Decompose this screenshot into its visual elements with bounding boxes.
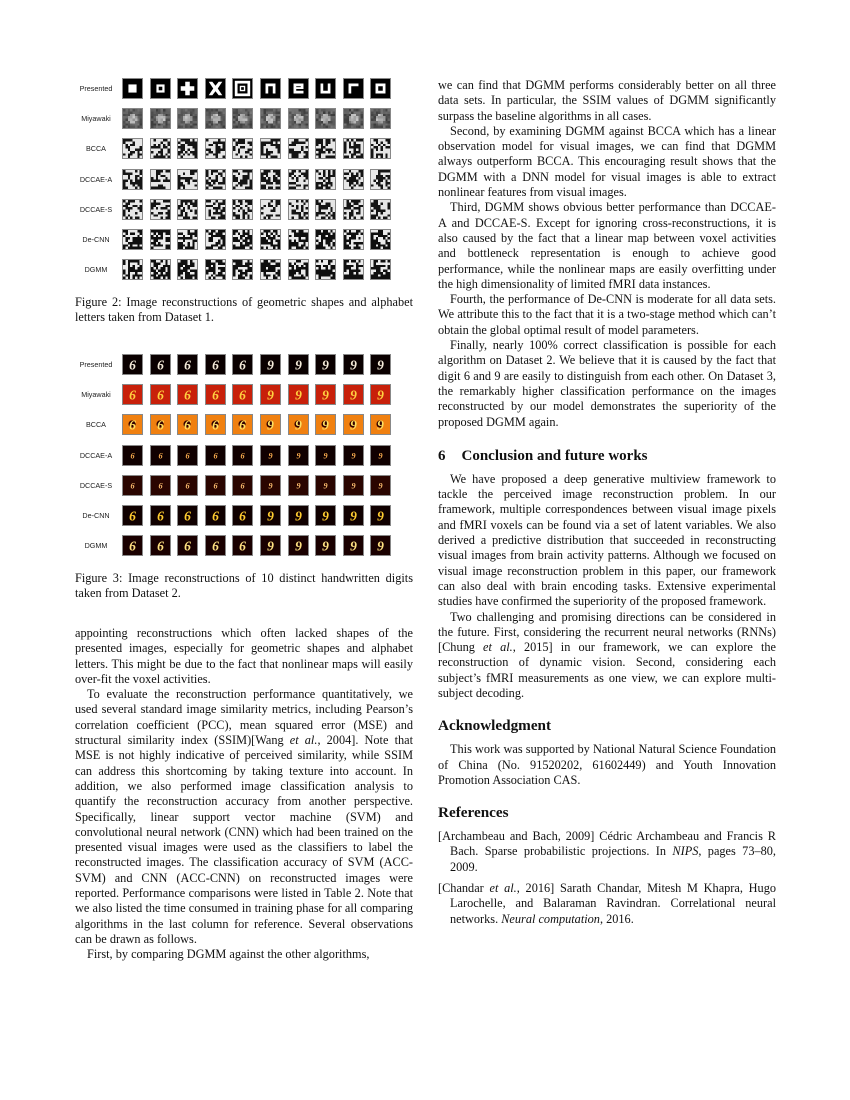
reconstruction-image — [370, 384, 391, 405]
reconstruction-image — [315, 199, 336, 220]
right-column-text — [438, 78, 776, 927]
references-heading: References — [438, 804, 509, 822]
reconstruction-image — [177, 475, 198, 496]
svg-text:6: 6 — [239, 357, 247, 373]
svg-text:9: 9 — [268, 481, 273, 491]
reconstruction-image — [205, 229, 226, 250]
reconstruction-image — [150, 354, 171, 375]
row-label: Miyawaki — [81, 390, 111, 400]
svg-text:6: 6 — [211, 508, 219, 524]
row-label: De-CNN — [82, 511, 110, 520]
svg-text:9: 9 — [267, 417, 274, 433]
reconstruction-image — [343, 475, 364, 496]
figure-3 — [75, 354, 415, 564]
reconstruction-image — [343, 108, 364, 129]
reconstruction-image — [232, 535, 253, 556]
reconstruction-image — [122, 138, 143, 159]
reconstruction-image — [315, 445, 336, 466]
reference-item: [Archambeau and Bach, 2009] Cédric Archambeau and Francis R Bach. Sparse probabilistic projections. In NIPS, pages 73–80, 2009. — [438, 829, 776, 874]
svg-text:9: 9 — [349, 357, 357, 373]
reconstruction-image — [260, 108, 281, 129]
reconstruction-image — [288, 505, 309, 526]
svg-text:6: 6 — [130, 481, 135, 491]
figure-row — [75, 384, 415, 408]
svg-text:6: 6 — [185, 481, 190, 491]
reconstruction-image — [343, 414, 364, 435]
svg-text:9: 9 — [322, 357, 330, 373]
reconstruction-image — [205, 354, 226, 375]
paragraph: Third, DGMM shows obvious better performance than DCCAE-A and DCCAE-S. Except for ignoring cross-reconstructions, it is also caused by the fact that a linear map between voxel activities and bottleneck representation is enough to achieve good performance, while the nonlinear maps are easily overfitting under the high dimensionality of limited fMRI data instances. — [438, 200, 776, 291]
reference-item: [Chandar et al., 2016] Sarath Chandar, Mitesh M Khapra, Hugo Larochelle, and Balaraman Ravindran. Correlational neural networks. Neural computation, 2016. — [438, 881, 776, 926]
paragraph: we can find that DGMM performs considerably better on all three data sets. In particular, the SSIM values of DGMM significantly surpass the baseline algorithms in all cases. — [438, 78, 776, 123]
svg-text:9: 9 — [322, 387, 330, 403]
reconstruction-image — [205, 169, 226, 190]
reconstruction-image — [343, 445, 364, 466]
paragraph: Second, by examining DGMM against BCCA which has a linear observation model for visual images, we can find that DGMM always outperform BCCA. This encouraging result shows that the DGMM with a DNN model for visual images is able to extract nonlinear features from visual images. — [438, 123, 776, 200]
reconstruction-image — [288, 445, 309, 466]
reconstruction-image — [122, 475, 143, 496]
reconstruction-image — [177, 259, 198, 280]
row-label: DGMM — [84, 541, 108, 551]
svg-text:9: 9 — [377, 417, 385, 433]
row-label: DCCAE-A — [79, 450, 113, 460]
reconstruction-image — [370, 229, 391, 250]
svg-text:9: 9 — [349, 387, 357, 403]
figure-row — [75, 414, 415, 438]
reconstruction-image — [150, 169, 171, 190]
paragraph: Two challenging and promising directions can be considered in the future. First, considering the recurrent neural networks (RNNs)[Chung et al., 2015] in our framework, we can explore the reconstruction of dynamic vision. Second, considering each subject’s fMRI measurements as one view, we can explore multi-subject decoding. — [438, 609, 776, 700]
reconstruction-image — [343, 354, 364, 375]
row-label: BCCA — [86, 144, 106, 154]
reconstruction-image — [315, 384, 336, 405]
row-label: DCCAE-A — [79, 174, 113, 184]
svg-text:6: 6 — [156, 357, 164, 373]
svg-text:6: 6 — [156, 417, 164, 433]
reconstruction-image — [370, 414, 391, 435]
row-label: BCCA — [86, 420, 106, 430]
reconstruction-image — [288, 259, 309, 280]
svg-text:6: 6 — [239, 387, 247, 403]
svg-text:9: 9 — [377, 538, 385, 554]
svg-text:6: 6 — [129, 538, 136, 554]
reconstruction-image — [288, 535, 309, 556]
reconstruction-image — [177, 169, 198, 190]
figure-row — [75, 445, 415, 469]
reconstruction-image — [232, 78, 253, 99]
reconstruction-image — [288, 78, 309, 99]
reconstruction-image — [205, 475, 226, 496]
svg-text:9: 9 — [294, 387, 302, 403]
reconstruction-image — [122, 169, 143, 190]
svg-text:9: 9 — [268, 451, 273, 461]
reconstruction-image — [260, 354, 281, 375]
svg-text:6: 6 — [184, 357, 192, 373]
reconstruction-image — [315, 354, 336, 375]
reconstruction-image — [232, 475, 253, 496]
reconstruction-image — [232, 138, 253, 159]
svg-text:6: 6 — [185, 451, 190, 461]
reconstruction-image — [150, 384, 171, 405]
reconstruction-image — [205, 78, 226, 99]
section-title: Conclusion and future works — [461, 447, 648, 464]
reconstruction-image — [370, 475, 391, 496]
reconstruction-image — [260, 259, 281, 280]
reconstruction-image — [122, 229, 143, 250]
reconstruction-image — [150, 535, 171, 556]
figure-row — [75, 169, 415, 193]
paragraph: Finally, nearly 100% correct classification is possible for each algorithm on Dataset 2. We believe that it is caused by the fact that digit 6 and 9 are easily to distinguish from each other. On Dataset 3, the remarkably higher classification performance on the images reconstructed by our model demonstrates the superiority of the proposed DGMM again. — [438, 338, 776, 429]
paragraph: First, by comparing DGMM against the other algorithms, — [87, 947, 370, 962]
reconstruction-image — [370, 108, 391, 129]
svg-text:6: 6 — [239, 417, 247, 433]
reconstruction-image — [232, 259, 253, 280]
reconstruction-image — [205, 138, 226, 159]
svg-text:6: 6 — [129, 357, 136, 373]
svg-text:9: 9 — [349, 417, 357, 433]
row-label: DCCAE-S — [79, 204, 113, 214]
figure-row — [75, 475, 415, 499]
paragraph: To evaluate the reconstruction performance quantitatively, we used several standard image similarity metrics, including Pearson’s correlation coefficient (PCC), mean squared error (MSE) and structural similarity index (SSIM)[Wang et al., 2004]. Note that MSE is not highly indicative of perceived similarity, while SSIM can address this shortcoming by taking texture into account. In addition, we also performed image classification analysis to quantify the reconstruction accuracy from another perspective. Specifically, linear support vector machine (SVM) and convolutional neural network (CNN) which had been trained on the presented visual images were used as the classifiers to label the reconstructed images. The classification accuracy of SVM (ACC-SVM) and CNN (ACC-CNN) on reconstructed images were reported. Performance comparisons were listed in Table 2. Note that we also listed the time consumed in training phase for all comparing algorithms in the last column for reference. Several observations can be drawn as follows. — [75, 687, 414, 946]
svg-text:9: 9 — [267, 508, 274, 524]
reconstruction-image — [205, 384, 226, 405]
reconstruction-image — [232, 384, 253, 405]
figure-row — [75, 354, 415, 378]
reconstruction-image — [343, 505, 364, 526]
svg-text:9: 9 — [378, 451, 383, 461]
reconstruction-image — [232, 414, 253, 435]
svg-text:9: 9 — [322, 508, 330, 524]
reconstruction-image — [315, 259, 336, 280]
reconstruction-image — [343, 138, 364, 159]
acknowledgment-text: This work was supported by National Natural Science Foundation of China (No. 91520202, 61602449) and Youth Innovation Promotion Association CAS. — [438, 742, 776, 787]
reconstruction-image — [315, 169, 336, 190]
section-heading — [438, 448, 776, 465]
reconstruction-image — [150, 475, 171, 496]
reconstruction-image — [232, 229, 253, 250]
reconstruction-image — [260, 78, 281, 99]
figure-row — [75, 505, 415, 529]
reconstruction-image — [150, 138, 171, 159]
reconstruction-image — [343, 78, 364, 99]
left-column-text — [75, 626, 413, 963]
reconstruction-image — [260, 199, 281, 220]
row-label: De-CNN — [82, 235, 110, 244]
reconstruction-image — [232, 199, 253, 220]
reconstruction-image — [260, 414, 281, 435]
reconstruction-image — [150, 78, 171, 99]
svg-text:9: 9 — [323, 451, 328, 461]
reconstruction-image — [260, 169, 281, 190]
svg-text:6: 6 — [158, 451, 163, 461]
figure-row — [75, 108, 415, 132]
row-label: DCCAE-S — [79, 480, 113, 490]
paragraph: Fourth, the performance of De-CNN is moderate for all data sets. We attribute this to the fact that it is a two-stage method which can’t obtain the global optimal result of model parameters. — [438, 292, 776, 337]
reconstruction-image — [315, 78, 336, 99]
svg-text:9: 9 — [294, 417, 302, 433]
svg-text:6: 6 — [129, 508, 136, 524]
svg-text:6: 6 — [211, 417, 219, 433]
reconstruction-image — [315, 138, 336, 159]
reconstruction-image — [122, 414, 143, 435]
reconstruction-image — [177, 354, 198, 375]
paragraph: We have proposed a deep generative multiview framework to tackle the perceived image reconstruction problem. In our framework, multiple correspondences between visual image pixels and fMRI voxels can be found via a set of latent variables. We also derived a predictive distribution that succeeded in reconstructing visual images from brain activity patterns. Although we focused on visual image reconstruction problem in this paper, our framework can also deal with brain encoding tasks. Extensive experimental studies have confirmed the superiority of the proposed framework. — [438, 471, 776, 609]
reconstruction-image — [122, 384, 143, 405]
reconstruction-image — [150, 505, 171, 526]
reconstruction-image — [177, 505, 198, 526]
reconstruction-image — [205, 199, 226, 220]
reconstruction-image — [122, 199, 143, 220]
reconstruction-image — [315, 505, 336, 526]
reconstruction-image — [205, 414, 226, 435]
svg-text:6: 6 — [156, 538, 164, 554]
reconstruction-image — [122, 108, 143, 129]
reconstruction-image — [315, 535, 336, 556]
reconstruction-image — [232, 354, 253, 375]
reconstruction-image — [150, 229, 171, 250]
figure-row — [75, 78, 415, 102]
reconstruction-image — [315, 108, 336, 129]
svg-text:6: 6 — [239, 508, 247, 524]
reconstruction-image — [260, 138, 281, 159]
svg-text:6: 6 — [211, 387, 219, 403]
reconstruction-image — [177, 414, 198, 435]
paragraph: appointing reconstructions which often lacked shapes of the presented images, especially for geometric shapes and alphabet letters. This might be due to the fact that nonlinear maps will easily over-fit the voxel activities. — [75, 626, 413, 686]
svg-text:6: 6 — [130, 451, 135, 461]
row-label: DGMM — [84, 265, 108, 275]
svg-text:9: 9 — [294, 538, 302, 554]
reconstruction-image — [288, 475, 309, 496]
reconstruction-image — [232, 169, 253, 190]
reconstruction-image — [370, 445, 391, 466]
svg-text:9: 9 — [294, 357, 302, 373]
reconstruction-image — [177, 108, 198, 129]
reconstruction-image — [260, 445, 281, 466]
svg-text:6: 6 — [184, 538, 192, 554]
reconstruction-image — [122, 354, 143, 375]
reconstruction-image — [177, 199, 198, 220]
reconstruction-image — [370, 535, 391, 556]
svg-text:9: 9 — [267, 387, 274, 403]
reconstruction-image — [370, 199, 391, 220]
reconstruction-image — [232, 445, 253, 466]
reconstruction-image — [150, 414, 171, 435]
reconstruction-image — [288, 108, 309, 129]
reconstruction-image — [370, 354, 391, 375]
figure-3-caption: Figure 3: Image reconstructions of 10 distinct handwritten digits taken from Dataset 2. — [75, 571, 413, 601]
figure-row — [75, 199, 415, 223]
svg-text:9: 9 — [349, 508, 357, 524]
svg-text:6: 6 — [213, 481, 218, 491]
svg-text:6: 6 — [129, 387, 136, 403]
row-label: Presented — [79, 360, 113, 369]
reconstruction-image — [260, 475, 281, 496]
reconstruction-image — [205, 108, 226, 129]
reconstruction-image — [370, 505, 391, 526]
svg-text:6: 6 — [239, 538, 247, 554]
svg-text:9: 9 — [377, 508, 385, 524]
svg-text:6: 6 — [240, 481, 245, 491]
figure-row — [75, 138, 415, 162]
svg-text:9: 9 — [377, 357, 385, 373]
reconstruction-image — [177, 138, 198, 159]
svg-text:9: 9 — [351, 481, 356, 491]
figure-row — [75, 535, 415, 559]
reconstruction-image — [260, 384, 281, 405]
svg-text:6: 6 — [184, 508, 192, 524]
reconstruction-image — [150, 259, 171, 280]
svg-text:9: 9 — [296, 451, 301, 461]
reconstruction-image — [232, 505, 253, 526]
reconstruction-image — [370, 78, 391, 99]
reconstruction-image — [205, 445, 226, 466]
figure-row — [75, 229, 415, 253]
svg-text:6: 6 — [211, 538, 219, 554]
section-number: 6 — [438, 447, 446, 464]
reconstruction-image — [315, 475, 336, 496]
reconstruction-image — [177, 384, 198, 405]
reconstruction-image — [343, 384, 364, 405]
reconstruction-image — [150, 108, 171, 129]
svg-text:9: 9 — [296, 481, 301, 491]
reconstruction-image — [343, 199, 364, 220]
reconstruction-image — [370, 259, 391, 280]
svg-text:9: 9 — [322, 417, 330, 433]
svg-text:6: 6 — [211, 357, 219, 373]
reconstruction-image — [315, 229, 336, 250]
reconstruction-image — [122, 259, 143, 280]
svg-text:6: 6 — [156, 387, 164, 403]
reconstruction-image — [205, 259, 226, 280]
reconstruction-image — [260, 535, 281, 556]
reconstruction-image — [122, 78, 143, 99]
acknowledgment-heading: Acknowledgment — [438, 717, 552, 735]
row-label: Presented — [79, 84, 113, 93]
svg-text:6: 6 — [213, 451, 218, 461]
reconstruction-image — [288, 414, 309, 435]
reconstruction-image — [343, 259, 364, 280]
reconstruction-image — [177, 78, 198, 99]
reconstruction-image — [177, 229, 198, 250]
svg-text:9: 9 — [349, 538, 357, 554]
svg-text:6: 6 — [129, 417, 136, 433]
reconstruction-image — [260, 229, 281, 250]
reconstruction-image — [315, 414, 336, 435]
reconstruction-image — [205, 505, 226, 526]
reconstruction-image — [122, 505, 143, 526]
svg-text:9: 9 — [323, 481, 328, 491]
svg-text:6: 6 — [156, 508, 164, 524]
reconstruction-image — [232, 108, 253, 129]
reconstruction-image — [150, 445, 171, 466]
svg-text:6: 6 — [158, 481, 163, 491]
figure-2-caption: Figure 2: Image reconstructions of geometric shapes and alphabet letters taken from Dataset 1. — [75, 295, 413, 325]
svg-text:6: 6 — [240, 451, 245, 461]
svg-text:9: 9 — [377, 387, 385, 403]
row-label: Miyawaki — [81, 114, 111, 124]
svg-text:9: 9 — [267, 357, 274, 373]
reconstruction-image — [288, 199, 309, 220]
reconstruction-image — [122, 535, 143, 556]
reconstruction-image — [370, 138, 391, 159]
svg-text:9: 9 — [351, 451, 356, 461]
reconstruction-image — [288, 229, 309, 250]
figure-2 — [75, 78, 415, 288]
reconstruction-image — [150, 199, 171, 220]
reconstruction-image — [288, 169, 309, 190]
reconstruction-image — [288, 384, 309, 405]
svg-text:6: 6 — [184, 417, 192, 433]
reconstruction-image — [205, 535, 226, 556]
svg-text:9: 9 — [322, 538, 330, 554]
reconstruction-image — [343, 169, 364, 190]
reconstruction-image — [343, 535, 364, 556]
svg-text:9: 9 — [267, 538, 274, 554]
reconstruction-image — [370, 169, 391, 190]
svg-text:6: 6 — [184, 387, 192, 403]
svg-text:9: 9 — [378, 481, 383, 491]
reconstruction-image — [177, 445, 198, 466]
figure-row — [75, 259, 415, 283]
reconstruction-image — [288, 354, 309, 375]
reconstruction-image — [288, 138, 309, 159]
reconstruction-image — [260, 505, 281, 526]
reconstruction-image — [343, 229, 364, 250]
reconstruction-image — [177, 535, 198, 556]
svg-text:9: 9 — [294, 508, 302, 524]
reconstruction-image — [122, 445, 143, 466]
